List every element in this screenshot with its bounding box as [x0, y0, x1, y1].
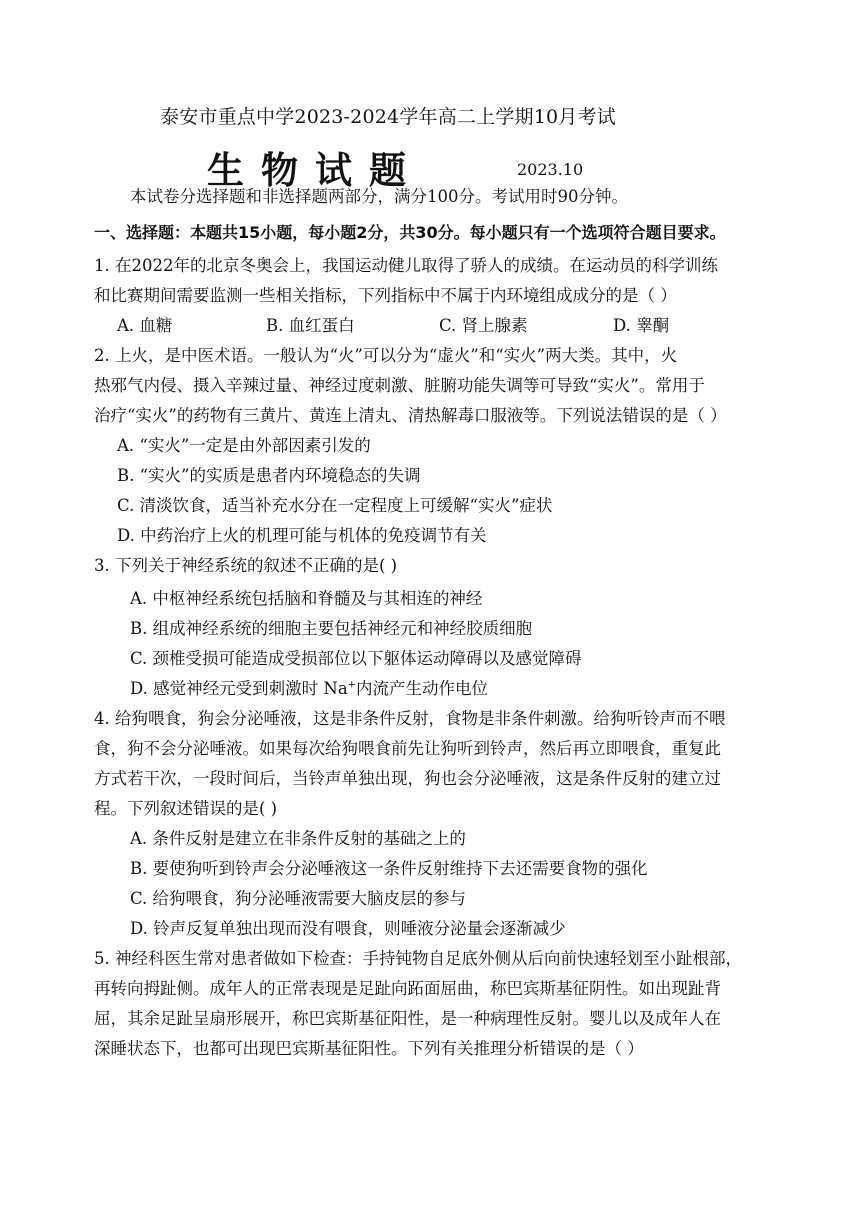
section-heading-choice: 一、选择题：本题共15小题，每小题2分，共30分。每小题只有一个选项符合题目要求。: [94, 223, 726, 242]
q4-stem-line3: 方式若干次，一段时间后，当铃声单独出现，狗也会分泌唾液，这是条件反射的建立过: [94, 769, 721, 788]
q4-option-b: B. 要使狗听到铃声会分泌唾液这一条件反射维持下去还需要食物的强化: [130, 859, 648, 878]
q4-option-a: A. 条件反射是建立在非条件反射的基础之上的: [130, 829, 466, 848]
q3-option-d: [130, 679, 488, 699]
subject-title: 生物试题: [207, 149, 423, 192]
q2-option-b: B. “实火”的实质是患者内环境稳态的失调: [117, 466, 421, 485]
q3-option-b: B. 组成神经系统的细胞主要包括神经元和神经胶质细胞: [130, 619, 533, 638]
q5-stem-line1: 5. 神经科医生常对患者做如下检查：手持钝物自足底外侧从后向前快速轻划至小趾根部，: [94, 949, 742, 968]
q4-stem-line1: 4. 给狗喂食，狗会分泌唾液，这是非条件反射，食物是非条件刺激。给狗听铃声而不喂: [94, 709, 726, 728]
q3-option-a: A. 中枢神经系统包括脑和脊髓及与其相连的神经: [130, 589, 483, 608]
q2-stem-line3: 治疗“实火”的药物有三黄片、黄连上清丸、清热解毒口服液等。下列说法错误的是（ ）: [94, 406, 727, 425]
q1-option-c: C. 肾上腺素: [439, 316, 528, 335]
q1-option-a: A. 血糖: [117, 316, 173, 335]
q3-stem: 3. 下列关于神经系统的叙述不正确的是( ): [94, 556, 398, 575]
q3-option-d-prefix: D. 感觉神经元受到刺激时 Na: [130, 679, 348, 698]
q2-stem-line1: 2. 上火，是中医术语。一般认为“火”可以分为“虚火”和“实火”两大类。其中，火: [94, 346, 678, 365]
q5-stem-line3: 屈，其余足趾呈扇形展开，称巴宾斯基征阳性，是一种病理性反射。婴儿以及成年人在: [94, 1009, 721, 1028]
q1-stem-line1: 1. 在2022年的北京冬奥会上，我国运动健儿取得了骄人的成绩。在运动员的科学训练: [94, 256, 718, 275]
q4-stem-line2: 食，狗不会分泌唾液。如果每次给狗喂食前先让狗听到铃声，然后再立即喂食，重复此: [94, 739, 721, 758]
q1-option-b: B. 血红蛋白: [266, 316, 355, 335]
q4-stem-line4: 程。下列叙述错误的是( ): [94, 799, 278, 818]
sodium-ion-superscript: +: [347, 679, 357, 691]
q2-option-c: C. 清淡饮食，适当补充水分在一定程度上可缓解“实火”症状: [117, 496, 553, 515]
q1-option-d: D. 睾酮: [613, 316, 670, 335]
exam-intro: 本试卷分选择题和非选择题两部分，满分100分。考试用时90分钟。: [130, 187, 628, 206]
q2-option-a: A. “实火”一定是由外部因素引发的: [117, 436, 371, 455]
q3-option-d-suffix: 内流产生动作电位: [356, 679, 489, 698]
q4-option-c: C. 给狗喂食，狗分泌唾液需要大脑皮层的参与: [130, 889, 467, 908]
q1-stem-line2: 和比赛期间需要监测一些相关指标，下列指标中不属于内环境组成成分的是（ ）: [94, 286, 677, 305]
exam-date: 2023.10: [517, 160, 584, 179]
q5-stem-line2: 再转向拇趾侧。成年人的正常表现是足趾向跖面屈曲，称巴宾斯基征阴性。如出现趾背: [94, 979, 721, 998]
q4-option-d: D. 铃声反复单独出现而没有喂食，则唾液分泌量会逐渐减少: [130, 919, 566, 938]
q2-option-d: D. 中药治疗上火的机理可能与机体的免疫调节有关: [117, 526, 487, 545]
school-exam-title: 泰安市重点中学2023-2024学年高二上学期10月考试: [160, 106, 616, 128]
q5-stem-line4: 深睡状态下，也都可出现巴宾斯基征阳性。下列有关推理分析错误的是（ ）: [94, 1039, 644, 1058]
q3-option-c: C. 颈椎受损可能造成受损部位以下躯体运动障碍以及感觉障碍: [130, 649, 582, 668]
q2-stem-line2: 热邪气内侵、摄入辛辣过量、神经过度刺激、脏腑功能失调等可导致“实火”。常用于: [94, 376, 705, 395]
